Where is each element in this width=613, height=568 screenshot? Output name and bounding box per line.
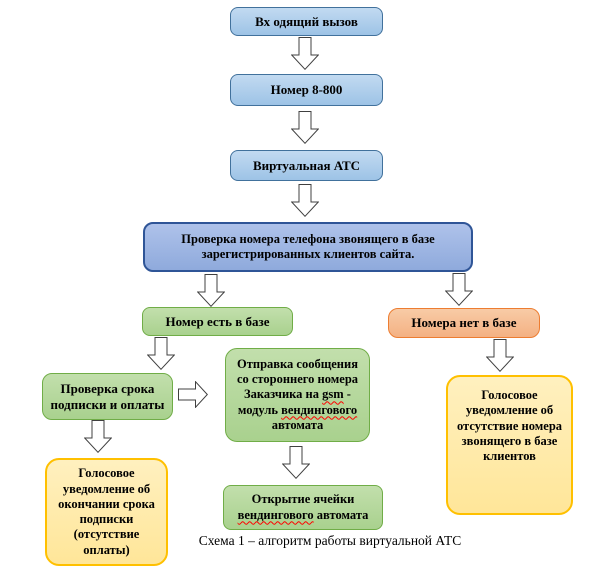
down-arrow-icon xyxy=(486,339,514,372)
check-subscription-box: Проверка срока подписки и оплаты xyxy=(42,373,173,420)
open-cell-box xyxy=(223,485,383,530)
diagram-caption: Схема 1 – алгоритм работы виртуальной АТС xyxy=(198,533,462,548)
misspelled-word: вендингового xyxy=(281,402,358,417)
voice-expired-box: Голосовое уведомление об окончании срока подписки (отсутствие оплаты) xyxy=(45,458,168,566)
misspelled-word: вендингового xyxy=(237,507,314,522)
down-arrow-icon xyxy=(291,111,319,144)
open-cell-text xyxy=(229,492,377,523)
right-arrow-icon xyxy=(178,381,208,408)
send-message-part: - модуль xyxy=(237,387,351,417)
down-arrow-icon xyxy=(147,337,175,370)
down-arrow-icon xyxy=(282,446,310,479)
down-arrow-icon xyxy=(291,37,319,70)
send-message-part: Отправка сообщения со стороннего номера Заказчика на xyxy=(236,356,359,402)
send-message-part: автомата xyxy=(271,417,324,432)
incoming-call-box: Вх одящий вызов xyxy=(230,7,383,36)
check-number-box: Проверка номера телефона звонящего в базе зарегистрированных клиентов сайта. xyxy=(143,222,473,272)
down-arrow-icon xyxy=(445,273,473,306)
voice-absent-box: Голосовое уведомление об отсутствие номера звонящего в базе клиентов xyxy=(446,375,573,515)
number-in-base-box: Номер есть в базе xyxy=(142,307,293,336)
send-message-text xyxy=(231,357,364,433)
open-cell-part: автомата xyxy=(313,507,369,522)
open-cell-part: Открытие ячейки xyxy=(251,492,355,507)
down-arrow-icon xyxy=(84,420,112,453)
send-message-box xyxy=(225,348,370,442)
virtual-pbx-box: Виртуальная АТС xyxy=(230,150,383,181)
misspelled-word: gsm xyxy=(322,387,344,402)
down-arrow-icon xyxy=(197,274,225,307)
down-arrow-icon xyxy=(291,184,319,217)
number-not-in-base-box: Номера нет в базе xyxy=(388,308,540,338)
number-8800-box: Номер 8-800 xyxy=(230,74,383,106)
